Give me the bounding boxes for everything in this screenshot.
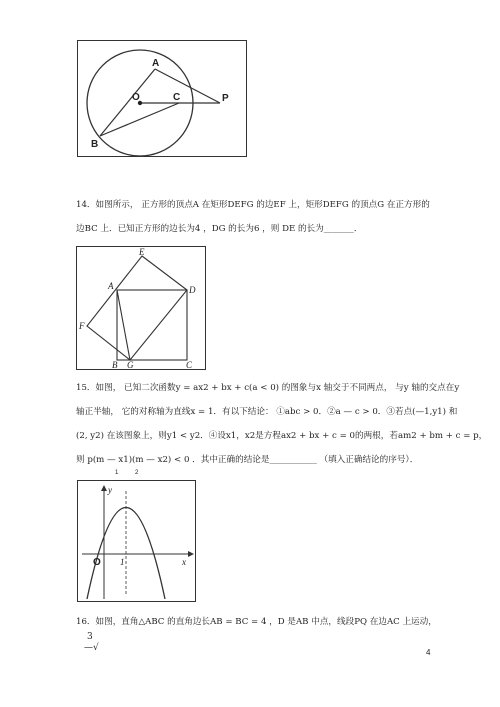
q14-line-2: 边BC 上．已知正方形的边长为4 ，DG 的长为6 ，则 DE 的长为_______． [76,224,363,234]
question-15 [76,376,488,472]
label-g: G [127,360,134,369]
label-a14: A [108,281,114,291]
question-16 [76,610,437,634]
q15-line-1: 15．如图， 已知二次函数y = ax2 + bx + c(a < 0) 的图象与x 轴交于不同两点， 与y 轴的交点在y [76,383,460,393]
y-axis-arrow [101,485,107,491]
label-d: D [189,285,196,295]
label-b: B [91,139,99,150]
label-o: O [132,92,140,103]
label-b14: B [112,360,118,369]
q15-subscript-marks: 1 2 [115,470,139,476]
page-number: 4 [426,648,431,657]
rectangle-defg [87,256,187,360]
label-c: C [173,92,181,103]
label-a: A [152,58,160,69]
label-y: y [108,485,112,495]
q15-line-2: 轴正半轴， 它的对称轴为直线x = 1．有以下结论： ①abc > 0．②a — c > 0．③若点(—1,y1) 和 [76,407,458,417]
label-p: P [222,93,229,104]
q16-frac-rest: —√ [84,643,99,653]
label-one: 1 [120,557,125,567]
q14-line-1: 14．如图所示， 正方形的顶点A 在矩形DEFG 的边EF 上，矩形DEFG 的顶点G 在正方形的 [76,200,430,210]
q16-line-1: 16．如图，直角△ABC 的直角边长AB = BC = 4 ，D 是AB 中点，线段PQ 在边AC 上运动， [76,617,437,627]
label-origin: O [93,557,101,568]
figure-square-rectangle [76,246,206,370]
q15-line-4: 则 p(m — x1)(m — x2) < 0 ．其中正确的结论是___________ （填入正确结论的序号）． [76,455,419,465]
figure-parabola [77,480,196,602]
figure-circle-tangent [77,40,247,157]
segment-ag [117,290,130,360]
label-x: x [182,557,186,567]
x-axis-arrow [188,551,194,557]
label-f: F [79,321,85,331]
label-e: E [139,247,145,257]
label-c14: C [186,360,193,369]
q15-line-3: (2, y2) 在该图象上，则y1 < y2．④设x1，x2是方程ax2 + bx + c = 0的两根，若am2 + bm + c = p， [76,431,488,441]
question-14 [76,193,430,241]
q16-fraction [84,632,99,654]
segment-ap [155,69,220,103]
q16-frac-num: 3 [87,632,93,642]
segment-bc [100,103,179,136]
